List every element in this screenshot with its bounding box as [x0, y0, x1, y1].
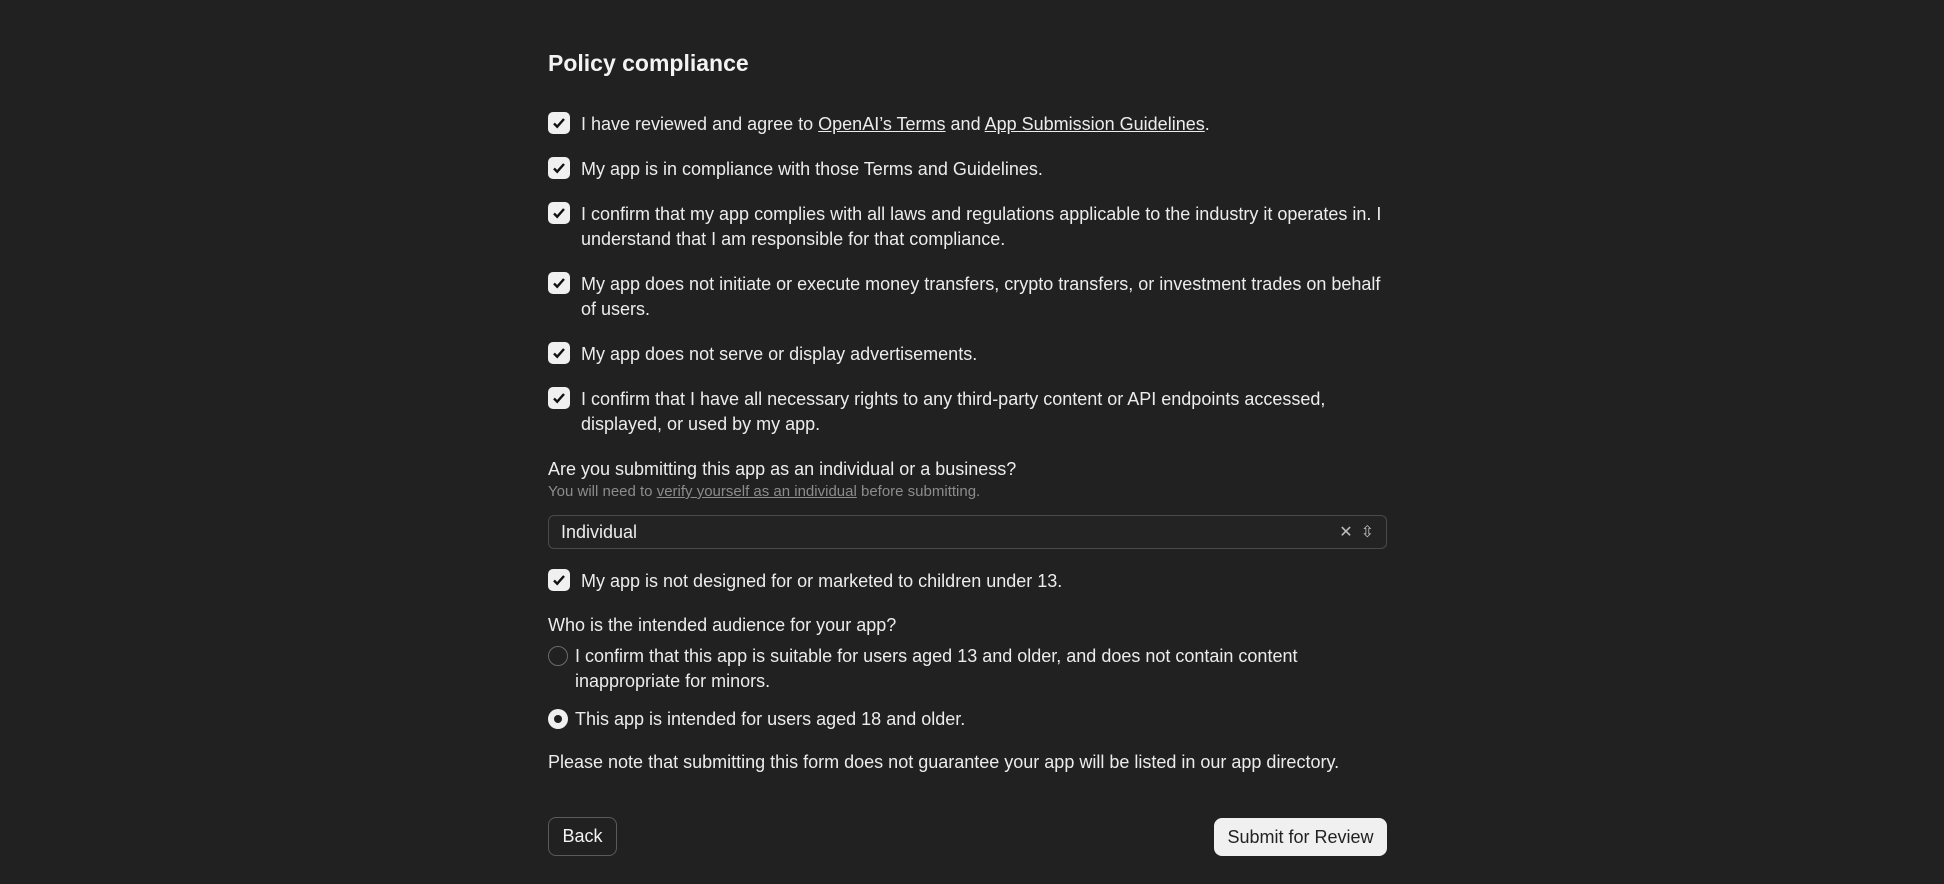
checkbox-row-rights: [548, 387, 1388, 437]
entity-select-value: Individual: [561, 521, 638, 542]
openai-terms-link[interactable]: OpenAI’s Terms: [818, 114, 946, 134]
checkbox-label: [581, 112, 1210, 137]
page-title: Policy compliance: [548, 50, 749, 76]
check-icon: [552, 206, 566, 220]
radio-label: This app is intended for users aged 18 and older.: [575, 709, 966, 729]
back-button[interactable]: Back: [548, 817, 617, 856]
checkbox-label: I confirm that my app complies with all laws and regulations applicable to the industry it operates in. I understand that I am responsible for that compliance.: [581, 204, 1382, 249]
check-icon: [552, 573, 566, 587]
radio-row-13-plus: [548, 644, 1388, 694]
label-text: I have reviewed and agree to: [581, 114, 819, 134]
submit-for-review-button[interactable]: Submit for Review: [1214, 818, 1387, 856]
checkbox-row-ads: [548, 342, 1388, 367]
entity-select[interactable]: [548, 515, 1387, 549]
check-icon: [552, 276, 566, 290]
checkbox-label: I confirm that I have all necessary rights to any third-party content or API endpoints accessed, displayed, or used by my app.: [581, 389, 1326, 434]
radio-18-plus[interactable]: [548, 709, 568, 729]
audience-question: Who is the intended audience for your app?: [548, 615, 897, 635]
radio-row-18-plus: [548, 707, 1388, 732]
check-icon: [552, 161, 566, 175]
checkbox-label: My app does not serve or display advertisements.: [581, 344, 978, 364]
hint-text: before submitting.: [856, 483, 981, 500]
app-guidelines-link[interactable]: App Submission Guidelines: [984, 114, 1205, 134]
radio-13-plus[interactable]: [548, 646, 568, 666]
checkbox-label: My app does not initiate or execute money transfers, crypto transfers, or investment trades on behalf of users.: [581, 274, 1381, 319]
checkbox-laws[interactable]: [548, 202, 570, 224]
radio-dot-icon: [554, 715, 562, 723]
label-text: and: [945, 114, 985, 134]
checkbox-label: My app is in compliance with those Terms and Guidelines.: [581, 159, 1043, 179]
check-icon: [552, 116, 566, 130]
check-icon: [552, 346, 566, 360]
radio-label: I confirm that this app is suitable for users aged 13 and older, and does not contain content inappropriate for minors.: [575, 646, 1298, 691]
checkbox-row-compliance: [548, 157, 1388, 182]
checkbox-row-money: [548, 272, 1388, 322]
verify-individual-link[interactable]: verify yourself as an individual: [656, 483, 857, 500]
checkbox-terms[interactable]: [548, 112, 570, 134]
checkbox-row-laws: [548, 202, 1388, 252]
disclaimer-note: Please note that submitting this form does not guarantee your app will be listed in our app directory.: [548, 752, 1340, 772]
check-icon: [552, 391, 566, 405]
checkbox-row-children: [548, 569, 1388, 594]
checkbox-children[interactable]: [548, 569, 570, 591]
checkbox-ads[interactable]: [548, 342, 570, 364]
clear-icon[interactable]: ✕: [1339, 524, 1353, 541]
chevron-up-down-icon[interactable]: ⇳: [1360, 524, 1374, 541]
checkbox-money[interactable]: [548, 272, 570, 294]
checkbox-label: My app is not designed for or marketed to children under 13.: [581, 571, 1063, 591]
entity-hint: [548, 483, 980, 500]
checkbox-compliance[interactable]: [548, 157, 570, 179]
hint-text: You will need to: [548, 483, 657, 500]
checkbox-rights[interactable]: [548, 387, 570, 409]
checkbox-row-terms: [548, 112, 1388, 137]
label-text: .: [1204, 114, 1210, 134]
entity-question: Are you submitting this app as an individual or a business?: [548, 459, 1017, 479]
